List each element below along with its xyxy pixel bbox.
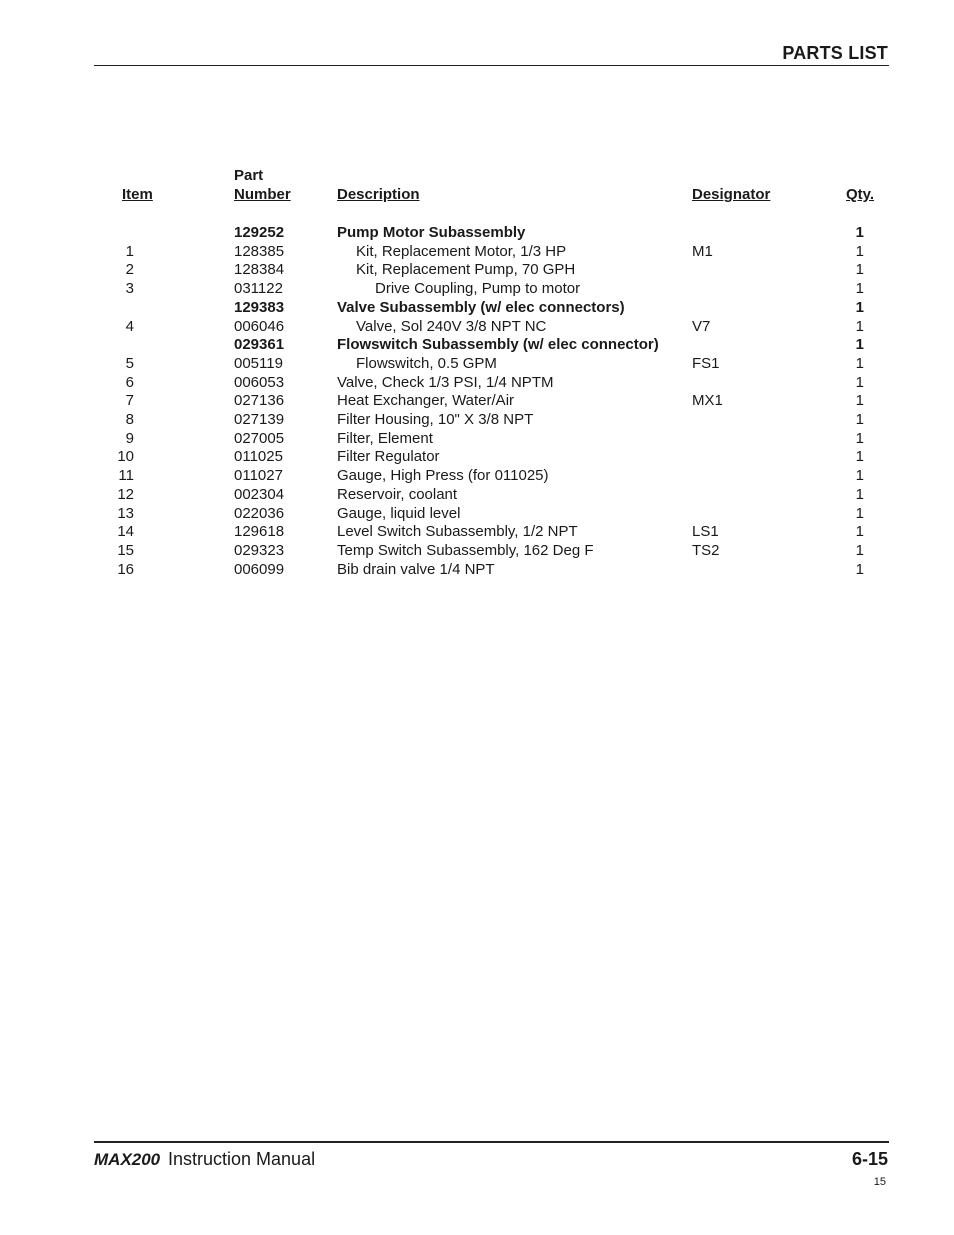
cell-designator: M1 [692, 242, 713, 260]
cell-item: 2 [125, 261, 134, 279]
cell-qty: 1 [855, 411, 864, 428]
cell-description: Temp Switch Subassembly, 162 Deg F [337, 541, 594, 559]
cell-designator: MX1 [692, 392, 723, 410]
cell-qty: 1 [855, 336, 864, 354]
cell-designator: TS2 [692, 541, 720, 559]
column-header-description: Description [337, 186, 420, 203]
cell-item: 7 [125, 392, 134, 410]
cell-part-number: 129618 [234, 523, 285, 541]
column-header-qty: Qty. [846, 186, 875, 203]
cell-part-number: 029323 [234, 541, 285, 559]
cell-qty: 1 [855, 448, 864, 466]
table-row [0, 318, 954, 336]
column-header-part-number: Number [234, 186, 291, 203]
footer-page-number: 6-15 [851, 1149, 888, 1169]
cell-description: Filter, Element [337, 429, 433, 447]
table-row [0, 448, 954, 466]
cell-description: Heat Exchanger, Water/Air [337, 392, 515, 410]
cell-designator: FS1 [692, 354, 720, 372]
cell-description: Valve Subassembly (w/ elec connectors) [337, 298, 625, 316]
table-row [0, 505, 954, 523]
footer-page-index: 15 [873, 1176, 886, 1188]
table-row [0, 411, 954, 429]
cell-part-number: 027005 [234, 429, 285, 447]
cell-qty: 1 [855, 317, 864, 335]
table-row [0, 280, 954, 298]
cell-description: Kit, Replacement Pump, 70 GPH [356, 261, 576, 279]
cell-part-number: 006099 [234, 560, 285, 578]
cell-description: Valve, Sol 240V 3/8 NPT NC [356, 317, 547, 335]
cell-description: Kit, Replacement Motor, 1/3 HP [356, 242, 567, 260]
cell-description: Flowswitch, 0.5 GPM [356, 354, 497, 372]
cell-part-number: 129252 [234, 224, 285, 241]
cell-part-number: 128385 [234, 242, 285, 260]
table-row [0, 224, 954, 242]
table-row [0, 336, 954, 354]
footer-model-name: MAX200 [94, 1150, 161, 1169]
cell-description: Gauge, liquid level [337, 504, 461, 522]
cell-item: 8 [125, 411, 134, 428]
cell-qty: 1 [855, 242, 864, 260]
cell-item: 16 [117, 560, 134, 578]
cell-designator: LS1 [692, 523, 719, 541]
cell-qty: 1 [855, 298, 864, 316]
cell-qty: 1 [855, 224, 864, 241]
cell-part-number: 027136 [234, 392, 285, 410]
cell-qty: 1 [855, 354, 864, 372]
cell-description: Valve, Check 1/3 PSI, 1/4 NPTM [337, 373, 554, 391]
cell-description: Drive Coupling, Pump to motor [375, 280, 581, 298]
column-header-part-line1: Part [234, 167, 264, 184]
cell-item: 11 [118, 467, 134, 485]
table-row [0, 261, 954, 279]
cell-item: 5 [125, 354, 134, 372]
cell-part-number: 129383 [234, 298, 285, 316]
cell-qty: 1 [855, 261, 864, 279]
cell-qty: 1 [855, 541, 864, 559]
table-row [0, 374, 954, 392]
cell-description: Flowswitch Subassembly (w/ elec connector) [337, 336, 659, 354]
cell-item: 9 [125, 429, 134, 447]
table-row [0, 355, 954, 373]
cell-qty: 1 [855, 504, 864, 522]
column-header-designator: Designator [692, 186, 771, 203]
table-row [0, 392, 954, 410]
cell-part-number: 022036 [234, 504, 285, 522]
cell-item: 3 [125, 280, 134, 298]
cell-description: Pump Motor Subassembly [337, 224, 526, 241]
table-row [0, 467, 954, 485]
cell-part-number: 029361 [234, 336, 285, 354]
cell-qty: 1 [855, 485, 864, 503]
table-row [0, 299, 954, 317]
cell-description: Filter Housing, 10" X 3/8 NPT [337, 411, 534, 428]
cell-description: Level Switch Subassembly, 1/2 NPT [337, 523, 578, 541]
cell-part-number: 031122 [234, 280, 283, 298]
table-row [0, 486, 954, 504]
cell-part-number: 002304 [234, 485, 285, 503]
cell-description: Bib drain valve 1/4 NPT [337, 560, 495, 578]
page-header-title: PARTS LIST [782, 43, 888, 63]
cell-item: 1 [125, 242, 134, 260]
cell-description: Reservoir, coolant [337, 485, 458, 503]
table-row [0, 542, 954, 560]
cell-part-number: 027139 [234, 411, 285, 428]
cell-item: 10 [117, 448, 134, 466]
cell-item: 4 [125, 317, 134, 335]
table-row [0, 561, 954, 579]
cell-qty: 1 [855, 373, 864, 391]
table-row [0, 523, 954, 541]
footer-divider [94, 1141, 889, 1143]
table-row [0, 430, 954, 448]
cell-item: 6 [125, 373, 134, 391]
header-divider [94, 65, 889, 66]
cell-designator: V7 [692, 317, 711, 335]
cell-qty: 1 [855, 429, 864, 447]
cell-part-number: 006053 [234, 373, 285, 391]
footer-manual-title: Instruction Manual [168, 1149, 316, 1169]
cell-description: Filter Regulator [337, 448, 440, 466]
cell-item: 12 [117, 485, 134, 503]
cell-part-number: 128384 [234, 261, 285, 279]
cell-item: 14 [117, 523, 134, 541]
cell-qty: 1 [855, 392, 864, 410]
cell-part-number: 005119 [234, 354, 283, 372]
cell-part-number: 011025 [234, 448, 283, 466]
cell-item: 15 [117, 541, 134, 559]
column-header-item: Item [122, 186, 153, 203]
cell-qty: 1 [855, 467, 864, 485]
cell-part-number: 006046 [234, 317, 285, 335]
cell-qty: 1 [855, 523, 864, 541]
cell-description: Gauge, High Press (for 011025) [337, 467, 549, 485]
cell-part-number: 011027 [234, 467, 283, 485]
table-row [0, 243, 954, 261]
cell-qty: 1 [855, 560, 864, 578]
cell-item: 13 [117, 504, 134, 522]
cell-qty: 1 [855, 280, 864, 298]
